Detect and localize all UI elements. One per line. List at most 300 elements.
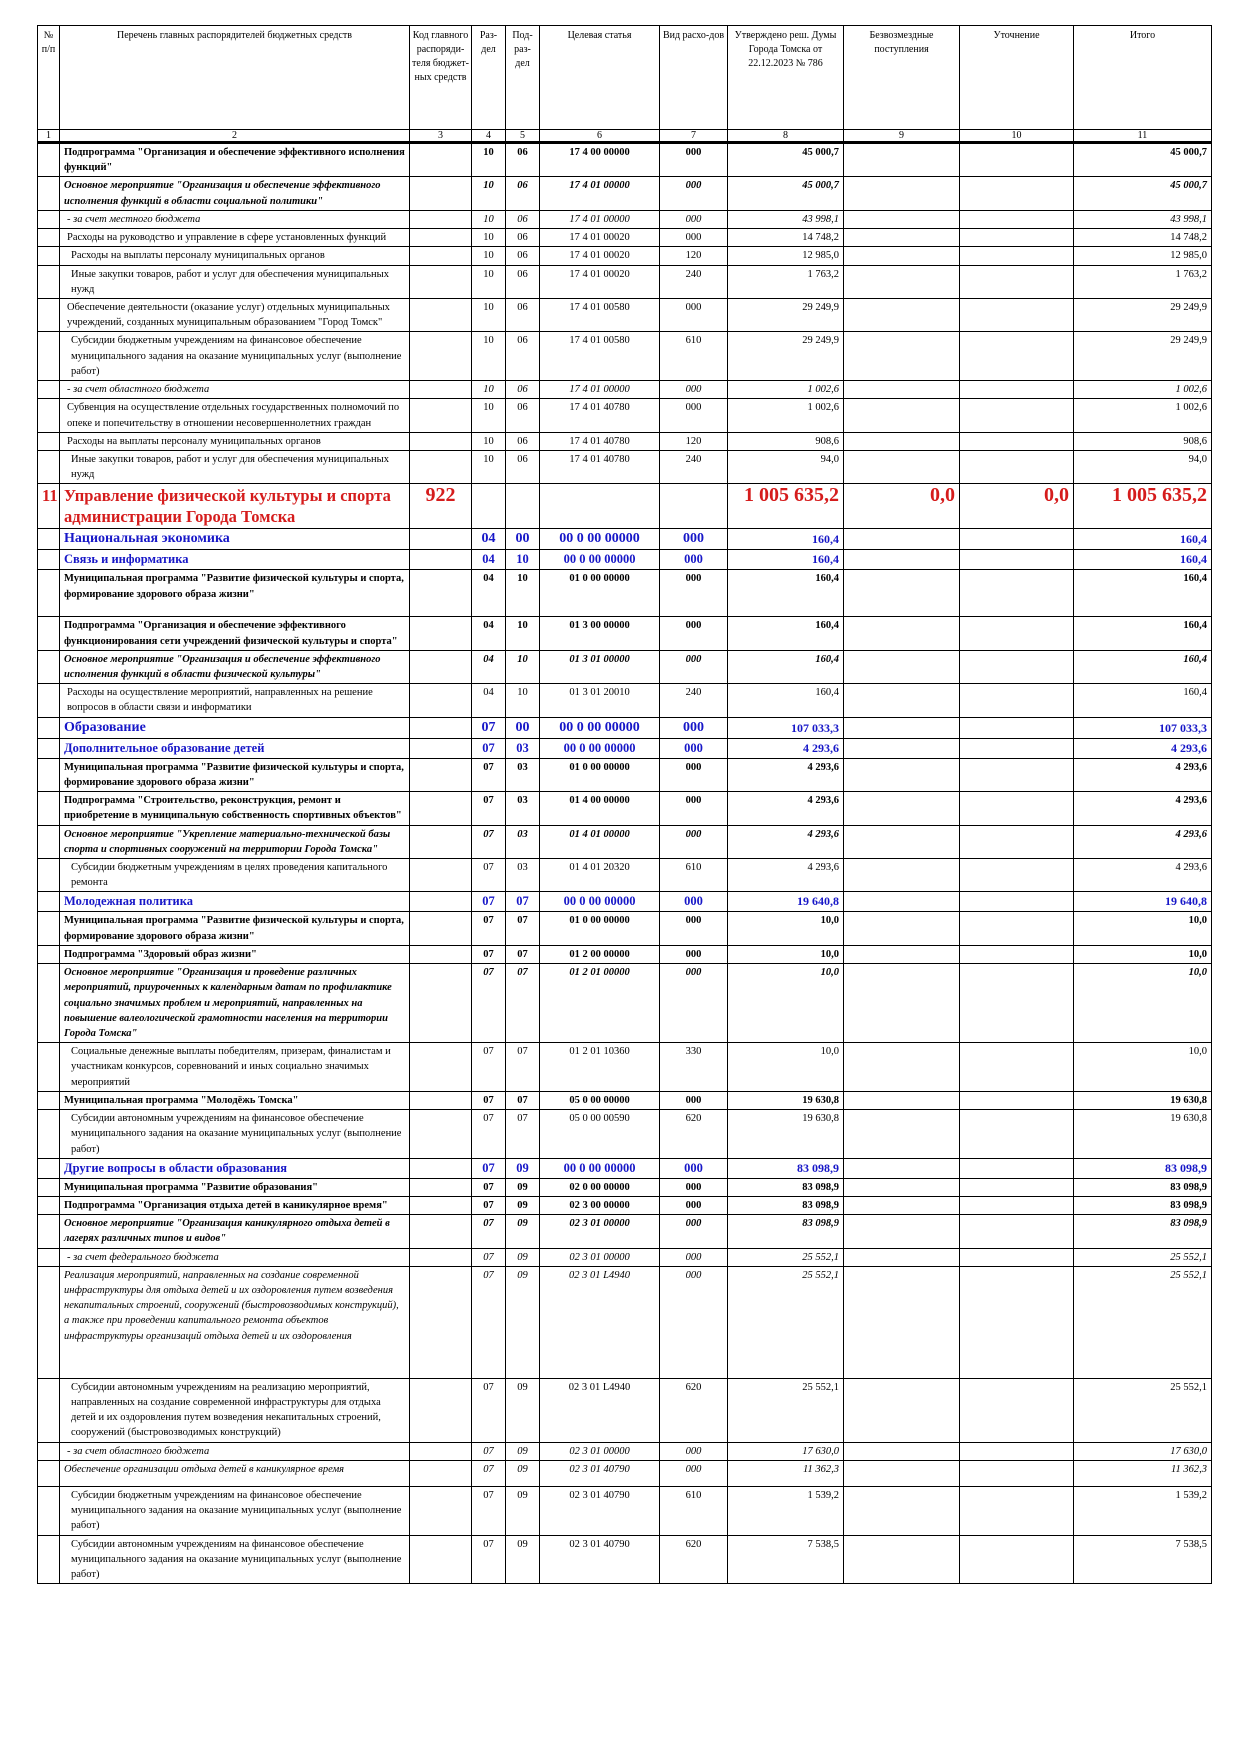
row-free-receipts	[844, 1043, 960, 1092]
table-row	[38, 1158, 1212, 1178]
row-name: Подпрограмма "Строительство, реконструкция, ремонт и приобретение в муниципальную собственность спортивных объектов"	[60, 792, 410, 825]
row-total: 10,0	[1074, 1043, 1212, 1092]
row-target-article: 01 4 00 00000	[540, 792, 660, 825]
row-number	[38, 1110, 60, 1159]
row-number: 11	[38, 484, 60, 529]
row-free-receipts	[844, 298, 960, 331]
row-target-article: 05 0 00 00000	[540, 1091, 660, 1109]
row-number	[38, 247, 60, 265]
column-number: 5	[506, 130, 540, 143]
row-number	[38, 1215, 60, 1248]
row-total: 1 002,6	[1074, 399, 1212, 432]
row-ministry-code	[410, 570, 472, 617]
row-free-receipts	[844, 1266, 960, 1378]
row-name: Управление физической культуры и спорта администрации Города Томска	[60, 484, 410, 529]
row-subsection: 00	[506, 529, 540, 550]
row-total: 10,0	[1074, 964, 1212, 1043]
row-section: 07	[472, 1460, 506, 1486]
row-free-receipts	[844, 758, 960, 791]
row-section: 10	[472, 247, 506, 265]
row-expense-type: 120	[660, 432, 728, 450]
row-ministry-code	[410, 1196, 472, 1214]
row-ministry-code	[410, 792, 472, 825]
row-subsection: 06	[506, 381, 540, 399]
row-approved-amount: 10,0	[728, 1043, 844, 1092]
row-free-receipts	[844, 717, 960, 738]
row-section: 10	[472, 177, 506, 210]
row-section: 07	[472, 859, 506, 892]
row-target-article: 01 0 00 00000	[540, 912, 660, 945]
row-total: 45 000,7	[1074, 177, 1212, 210]
row-expense-type: 240	[660, 684, 728, 717]
row-number	[38, 1178, 60, 1196]
row-expense-type: 620	[660, 1535, 728, 1584]
row-free-receipts	[844, 399, 960, 432]
row-number	[38, 1091, 60, 1109]
row-total: 45 000,7	[1074, 143, 1212, 177]
table-row	[38, 265, 1212, 298]
row-subsection	[506, 484, 540, 529]
row-subsection: 03	[506, 859, 540, 892]
row-name: Муниципальная программа "Развитие физической культуры и спорта, формирование здорового образа жизни"	[60, 758, 410, 791]
row-number	[38, 792, 60, 825]
row-number	[38, 1378, 60, 1442]
row-expense-type: 000	[660, 229, 728, 247]
row-total: 10,0	[1074, 945, 1212, 963]
row-ministry-code	[410, 210, 472, 228]
row-expense-type: 000	[660, 1091, 728, 1109]
row-subsection: 09	[506, 1196, 540, 1214]
row-number	[38, 1442, 60, 1460]
row-number	[38, 1043, 60, 1092]
row-clarification	[960, 298, 1074, 331]
row-free-receipts	[844, 964, 960, 1043]
row-clarification	[960, 758, 1074, 791]
row-ministry-code	[410, 717, 472, 738]
row-expense-type: 000	[660, 529, 728, 550]
row-ministry-code	[410, 229, 472, 247]
row-name: Подпрограмма "Организация и обеспечение эффективного функционирования сети учреждений физической культуры и спорта"	[60, 617, 410, 650]
table-row	[38, 684, 1212, 717]
row-expense-type: 000	[660, 399, 728, 432]
row-approved-amount: 12 985,0	[728, 247, 844, 265]
row-subsection: 09	[506, 1178, 540, 1196]
column-number: 2	[60, 130, 410, 143]
header-row	[38, 26, 1212, 130]
row-expense-type: 000	[660, 758, 728, 791]
row-free-receipts	[844, 1442, 960, 1460]
budget-table	[37, 25, 1212, 1584]
row-total: 19 630,8	[1074, 1091, 1212, 1109]
row-target-article: 01 0 00 00000	[540, 570, 660, 617]
row-section: 07	[472, 1178, 506, 1196]
row-section: 10	[472, 143, 506, 177]
row-total: 160,4	[1074, 650, 1212, 683]
row-clarification	[960, 332, 1074, 381]
row-total: 160,4	[1074, 617, 1212, 650]
row-approved-amount: 160,4	[728, 570, 844, 617]
row-section: 07	[472, 825, 506, 858]
row-expense-type: 330	[660, 1043, 728, 1092]
row-expense-type: 000	[660, 177, 728, 210]
row-total: 4 293,6	[1074, 792, 1212, 825]
row-section: 10	[472, 298, 506, 331]
column-number: 1	[38, 130, 60, 143]
row-clarification	[960, 617, 1074, 650]
row-clarification	[960, 1460, 1074, 1486]
row-number	[38, 529, 60, 550]
row-subsection: 09	[506, 1215, 540, 1248]
row-subsection: 10	[506, 570, 540, 617]
row-ministry-code	[410, 1460, 472, 1486]
row-expense-type: 000	[660, 892, 728, 912]
row-clarification	[960, 1091, 1074, 1109]
row-total: 1 763,2	[1074, 265, 1212, 298]
row-subsection: 06	[506, 332, 540, 381]
row-name: Иные закупки товаров, работ и услуг для обеспечения муниципальных нужд	[60, 450, 410, 483]
row-total: 10,0	[1074, 912, 1212, 945]
row-subsection: 06	[506, 399, 540, 432]
row-target-article: 01 2 01 00000	[540, 964, 660, 1043]
row-expense-type: 000	[660, 1460, 728, 1486]
row-section: 07	[472, 1158, 506, 1178]
row-free-receipts: 0,0	[844, 484, 960, 529]
table-row	[38, 298, 1212, 331]
table-row	[38, 484, 1212, 529]
row-target-article: 00 0 00 00000	[540, 717, 660, 738]
row-subsection: 09	[506, 1158, 540, 1178]
row-number	[38, 912, 60, 945]
row-clarification	[960, 381, 1074, 399]
row-name: Расходы на руководство и управление в сфере установленных функций	[60, 229, 410, 247]
row-subsection: 07	[506, 912, 540, 945]
row-number	[38, 229, 60, 247]
row-ministry-code	[410, 738, 472, 758]
row-approved-amount: 83 098,9	[728, 1215, 844, 1248]
row-approved-amount: 19 630,8	[728, 1091, 844, 1109]
row-free-receipts	[844, 1248, 960, 1266]
row-target-article: 17 4 01 00000	[540, 177, 660, 210]
row-section: 10	[472, 265, 506, 298]
row-name: Субсидии автономным учреждениям на финансовое обеспечение муниципального задания на оказание муниципальных услуг (выполнение работ)	[60, 1535, 410, 1584]
row-number	[38, 265, 60, 298]
table-row	[38, 717, 1212, 738]
row-name: Муниципальная программа "Развитие физической культуры и спорта, формирование здорового образа жизни"	[60, 912, 410, 945]
row-approved-amount: 83 098,9	[728, 1178, 844, 1196]
row-approved-amount: 160,4	[728, 617, 844, 650]
row-approved-amount: 4 293,6	[728, 859, 844, 892]
row-approved-amount: 160,4	[728, 650, 844, 683]
header-num: № п/п	[38, 26, 60, 130]
row-approved-amount: 25 552,1	[728, 1378, 844, 1442]
row-approved-amount: 160,4	[728, 684, 844, 717]
row-section: 07	[472, 1110, 506, 1159]
row-clarification	[960, 432, 1074, 450]
row-clarification	[960, 450, 1074, 483]
row-section: 04	[472, 550, 506, 570]
row-ministry-code	[410, 1178, 472, 1196]
table-row	[38, 1266, 1212, 1378]
row-section: 07	[472, 912, 506, 945]
row-section: 07	[472, 1486, 506, 1535]
column-number: 10	[960, 130, 1074, 143]
row-approved-amount: 160,4	[728, 550, 844, 570]
row-subsection: 06	[506, 298, 540, 331]
row-ministry-code	[410, 1248, 472, 1266]
row-ministry-code	[410, 825, 472, 858]
row-ministry-code	[410, 381, 472, 399]
row-number	[38, 381, 60, 399]
row-subsection: 07	[506, 964, 540, 1043]
table-row	[38, 617, 1212, 650]
row-free-receipts	[844, 859, 960, 892]
row-name: Образование	[60, 717, 410, 738]
row-subsection: 10	[506, 550, 540, 570]
row-ministry-code	[410, 1110, 472, 1159]
row-clarification	[960, 650, 1074, 683]
header-clarification: Уточнение	[960, 26, 1074, 130]
row-name: Молодежная политика	[60, 892, 410, 912]
row-clarification	[960, 1110, 1074, 1159]
row-clarification	[960, 399, 1074, 432]
row-expense-type: 000	[660, 964, 728, 1043]
row-number	[38, 892, 60, 912]
row-total: 25 552,1	[1074, 1378, 1212, 1442]
row-number	[38, 617, 60, 650]
row-target-article: 17 4 01 40780	[540, 399, 660, 432]
row-number	[38, 332, 60, 381]
row-section: 07	[472, 1535, 506, 1584]
row-expense-type: 610	[660, 859, 728, 892]
row-name: Основное мероприятие "Укрепление материально-технической базы спорта и спортивных сооружений на территории Города Томска"	[60, 825, 410, 858]
row-name: Субсидии бюджетным учреждениям на финансовое обеспечение муниципального задания на оказание муниципальных услуг (выполнение работ)	[60, 332, 410, 381]
row-free-receipts	[844, 684, 960, 717]
row-ministry-code	[410, 143, 472, 177]
row-clarification	[960, 229, 1074, 247]
row-subsection: 06	[506, 177, 540, 210]
row-target-article	[540, 484, 660, 529]
row-total: 25 552,1	[1074, 1266, 1212, 1378]
row-target-article: 01 3 01 20010	[540, 684, 660, 717]
table-row	[38, 210, 1212, 228]
row-subsection: 06	[506, 247, 540, 265]
row-subsection: 07	[506, 1043, 540, 1092]
header-name: Перечень главных распорядителей бюджетных средств	[60, 26, 410, 130]
row-target-article: 02 3 01 00000	[540, 1215, 660, 1248]
row-number	[38, 717, 60, 738]
row-clarification	[960, 1196, 1074, 1214]
row-clarification	[960, 210, 1074, 228]
row-subsection: 06	[506, 210, 540, 228]
table-row	[38, 1110, 1212, 1159]
row-name: Основное мероприятие "Организация каникулярного отдыха детей в лагерях различных типов и видов"	[60, 1215, 410, 1248]
row-total: 107 033,3	[1074, 717, 1212, 738]
row-expense-type: 000	[660, 298, 728, 331]
row-number	[38, 859, 60, 892]
row-name: Расходы на выплаты персоналу муниципальных органов	[60, 247, 410, 265]
row-target-article: 02 0 00 00000	[540, 1178, 660, 1196]
row-target-article: 02 3 01 40790	[540, 1486, 660, 1535]
row-free-receipts	[844, 381, 960, 399]
row-target-article: 00 0 00 00000	[540, 550, 660, 570]
row-number	[38, 1266, 60, 1378]
header-vid: Вид расхо-дов	[660, 26, 728, 130]
row-total: 1 002,6	[1074, 381, 1212, 399]
row-approved-amount: 1 005 635,2	[728, 484, 844, 529]
row-expense-type: 620	[660, 1110, 728, 1159]
row-free-receipts	[844, 892, 960, 912]
row-subsection: 09	[506, 1442, 540, 1460]
row-approved-amount: 107 033,3	[728, 717, 844, 738]
row-name: Расходы на осуществление мероприятий, направленных на решение вопросов в области связи и информатики	[60, 684, 410, 717]
row-total: 14 748,2	[1074, 229, 1212, 247]
row-target-article: 02 3 01 00000	[540, 1248, 660, 1266]
row-free-receipts	[844, 738, 960, 758]
row-clarification	[960, 717, 1074, 738]
row-ministry-code	[410, 1266, 472, 1378]
row-name: Основное мероприятие "Организация и обеспечение эффективного исполнения функций в области социальной политики"	[60, 177, 410, 210]
table-row	[38, 964, 1212, 1043]
row-subsection: 03	[506, 738, 540, 758]
row-number	[38, 432, 60, 450]
row-section: 07	[472, 1196, 506, 1214]
row-number	[38, 1486, 60, 1535]
row-expense-type: 000	[660, 1266, 728, 1378]
column-number: 3	[410, 130, 472, 143]
row-section: 07	[472, 717, 506, 738]
row-total: 25 552,1	[1074, 1248, 1212, 1266]
row-name: Подпрограмма "Организация отдыха детей в каникулярное время"	[60, 1196, 410, 1214]
row-ministry-code	[410, 529, 472, 550]
row-name: Расходы на выплаты персоналу муниципальных органов	[60, 432, 410, 450]
row-target-article: 01 2 00 00000	[540, 945, 660, 963]
row-subsection: 03	[506, 758, 540, 791]
row-total: 94,0	[1074, 450, 1212, 483]
row-name: Субвенция на осуществление отдельных государственных полномочий по опеке и попечительству в отношении несовершеннолетних граждан	[60, 399, 410, 432]
row-name: Муниципальная программа "Развитие физической культуры и спорта, формирование здорового образа жизни"	[60, 570, 410, 617]
row-number	[38, 684, 60, 717]
row-section: 10	[472, 210, 506, 228]
row-section: 04	[472, 684, 506, 717]
table-row	[38, 1535, 1212, 1584]
row-subsection: 10	[506, 650, 540, 683]
row-subsection: 09	[506, 1486, 540, 1535]
column-number: 7	[660, 130, 728, 143]
row-clarification	[960, 1442, 1074, 1460]
row-approved-amount: 10,0	[728, 945, 844, 963]
row-clarification	[960, 912, 1074, 945]
row-section: 10	[472, 229, 506, 247]
row-clarification	[960, 247, 1074, 265]
table-row	[38, 529, 1212, 550]
row-ministry-code	[410, 1442, 472, 1460]
row-ministry-code	[410, 964, 472, 1043]
row-expense-type: 610	[660, 1486, 728, 1535]
row-target-article: 05 0 00 00590	[540, 1110, 660, 1159]
row-subsection: 10	[506, 617, 540, 650]
row-expense-type: 000	[660, 912, 728, 945]
table-row	[38, 892, 1212, 912]
row-section: 04	[472, 529, 506, 550]
row-ministry-code	[410, 550, 472, 570]
row-target-article: 01 4 01 20320	[540, 859, 660, 892]
row-total: 7 538,5	[1074, 1535, 1212, 1584]
row-number	[38, 1158, 60, 1178]
row-section: 10	[472, 450, 506, 483]
row-clarification: 0,0	[960, 484, 1074, 529]
row-total: 1 005 635,2	[1074, 484, 1212, 529]
row-subsection: 09	[506, 1378, 540, 1442]
row-section: 07	[472, 738, 506, 758]
row-number	[38, 298, 60, 331]
row-approved-amount: 17 630,0	[728, 1442, 844, 1460]
row-free-receipts	[844, 1486, 960, 1535]
row-number	[38, 650, 60, 683]
row-free-receipts	[844, 912, 960, 945]
column-number: 9	[844, 130, 960, 143]
row-total: 83 098,9	[1074, 1215, 1212, 1248]
row-approved-amount: 45 000,7	[728, 143, 844, 177]
table-row	[38, 247, 1212, 265]
row-target-article: 17 4 00 00000	[540, 143, 660, 177]
header-target: Целевая статья	[540, 26, 660, 130]
row-target-article: 17 4 01 00580	[540, 332, 660, 381]
row-free-receipts	[844, 1460, 960, 1486]
row-name: Обеспечение организации отдыха детей в каникулярное время	[60, 1460, 410, 1486]
row-section: 07	[472, 945, 506, 963]
row-number	[38, 1248, 60, 1266]
row-subsection: 07	[506, 1110, 540, 1159]
row-total: 4 293,6	[1074, 738, 1212, 758]
row-free-receipts	[844, 1378, 960, 1442]
row-approved-amount: 14 748,2	[728, 229, 844, 247]
row-subsection: 03	[506, 792, 540, 825]
row-number	[38, 450, 60, 483]
table-row	[38, 332, 1212, 381]
row-free-receipts	[844, 1110, 960, 1159]
row-free-receipts	[844, 177, 960, 210]
row-subsection: 10	[506, 684, 540, 717]
table-row	[38, 1460, 1212, 1486]
row-approved-amount: 94,0	[728, 450, 844, 483]
row-number	[38, 738, 60, 758]
row-approved-amount: 11 362,3	[728, 1460, 844, 1486]
row-subsection: 06	[506, 450, 540, 483]
row-free-receipts	[844, 332, 960, 381]
row-expense-type: 000	[660, 945, 728, 963]
row-clarification	[960, 1248, 1074, 1266]
row-target-article: 01 3 01 00000	[540, 650, 660, 683]
row-name: - за счет местного бюджета	[60, 210, 410, 228]
row-subsection: 09	[506, 1460, 540, 1486]
row-number	[38, 210, 60, 228]
row-total: 4 293,6	[1074, 758, 1212, 791]
row-expense-type: 120	[660, 247, 728, 265]
row-target-article: 02 3 00 00000	[540, 1196, 660, 1214]
row-number	[38, 945, 60, 963]
row-name: Субсидии бюджетным учреждениям в целях проведения капитального ремонта	[60, 859, 410, 892]
row-section: 07	[472, 1378, 506, 1442]
row-subsection: 06	[506, 432, 540, 450]
row-ministry-code	[410, 1091, 472, 1109]
row-total: 160,4	[1074, 550, 1212, 570]
row-section: 07	[472, 1266, 506, 1378]
row-name: Субсидии бюджетным учреждениям на финансовое обеспечение муниципального задания на оказание муниципальных услуг (выполнение работ)	[60, 1486, 410, 1535]
row-free-receipts	[844, 1215, 960, 1248]
row-target-article: 17 4 01 00020	[540, 229, 660, 247]
row-clarification	[960, 177, 1074, 210]
row-ministry-code	[410, 1043, 472, 1092]
